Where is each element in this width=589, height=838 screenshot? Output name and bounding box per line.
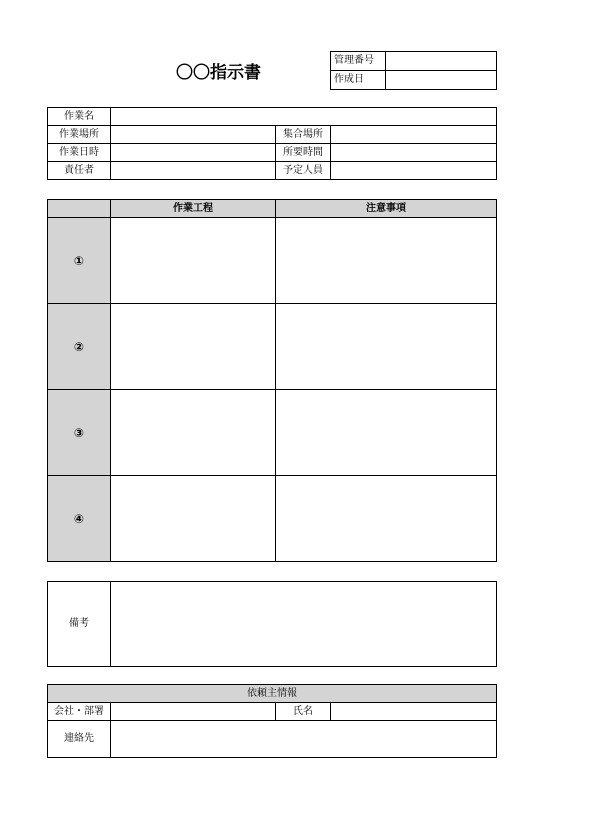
step-number: ① [48, 218, 111, 304]
required-time-label: 所要時間 [276, 144, 331, 162]
control-number-label: 管理番号 [331, 52, 386, 71]
client-name-field[interactable] [331, 703, 497, 721]
step-process-field[interactable] [111, 390, 276, 476]
steps-corner-cell [48, 200, 111, 218]
step-number: ④ [48, 476, 111, 562]
step-process-field[interactable] [111, 218, 276, 304]
created-date-field[interactable] [386, 71, 497, 90]
document-title: 〇〇指示書 [176, 63, 261, 83]
created-date-label: 作成日 [331, 71, 386, 90]
client-info-table [47, 684, 497, 758]
work-name-field[interactable] [111, 108, 497, 126]
work-name-label: 作業名 [48, 108, 111, 126]
work-info-table [47, 107, 497, 180]
step-notes-field[interactable] [276, 390, 497, 476]
work-place-field[interactable] [111, 126, 276, 144]
meeting-place-field[interactable] [331, 126, 497, 144]
step-notes-field[interactable] [276, 304, 497, 390]
step-number: ③ [48, 390, 111, 476]
step-notes-field[interactable] [276, 476, 497, 562]
remarks-table [47, 581, 497, 667]
notes-header: 注意事項 [276, 200, 497, 218]
work-place-label: 作業場所 [48, 126, 111, 144]
client-name-label: 氏名 [276, 703, 331, 721]
control-number-field[interactable] [386, 52, 497, 71]
company-field[interactable] [111, 703, 276, 721]
responsible-label: 責任者 [48, 162, 111, 180]
step-process-field[interactable] [111, 476, 276, 562]
company-label: 会社・部署 [48, 703, 111, 721]
remarks-field[interactable] [111, 582, 497, 667]
client-header: 依頼主情報 [48, 685, 497, 703]
process-header: 作業工程 [111, 200, 276, 218]
meeting-place-label: 集合場所 [276, 126, 331, 144]
planned-people-label: 予定人員 [276, 162, 331, 180]
step-process-field[interactable] [111, 304, 276, 390]
work-datetime-field[interactable] [111, 144, 276, 162]
contact-field[interactable] [111, 721, 497, 758]
step-notes-field[interactable] [276, 218, 497, 304]
work-datetime-label: 作業日時 [48, 144, 111, 162]
responsible-field[interactable] [111, 162, 276, 180]
step-number: ② [48, 304, 111, 390]
required-time-field[interactable] [331, 144, 497, 162]
steps-table [47, 199, 497, 562]
contact-label: 連絡先 [48, 721, 111, 758]
management-table [330, 51, 497, 90]
planned-people-field[interactable] [331, 162, 497, 180]
remarks-label: 備考 [48, 582, 111, 667]
